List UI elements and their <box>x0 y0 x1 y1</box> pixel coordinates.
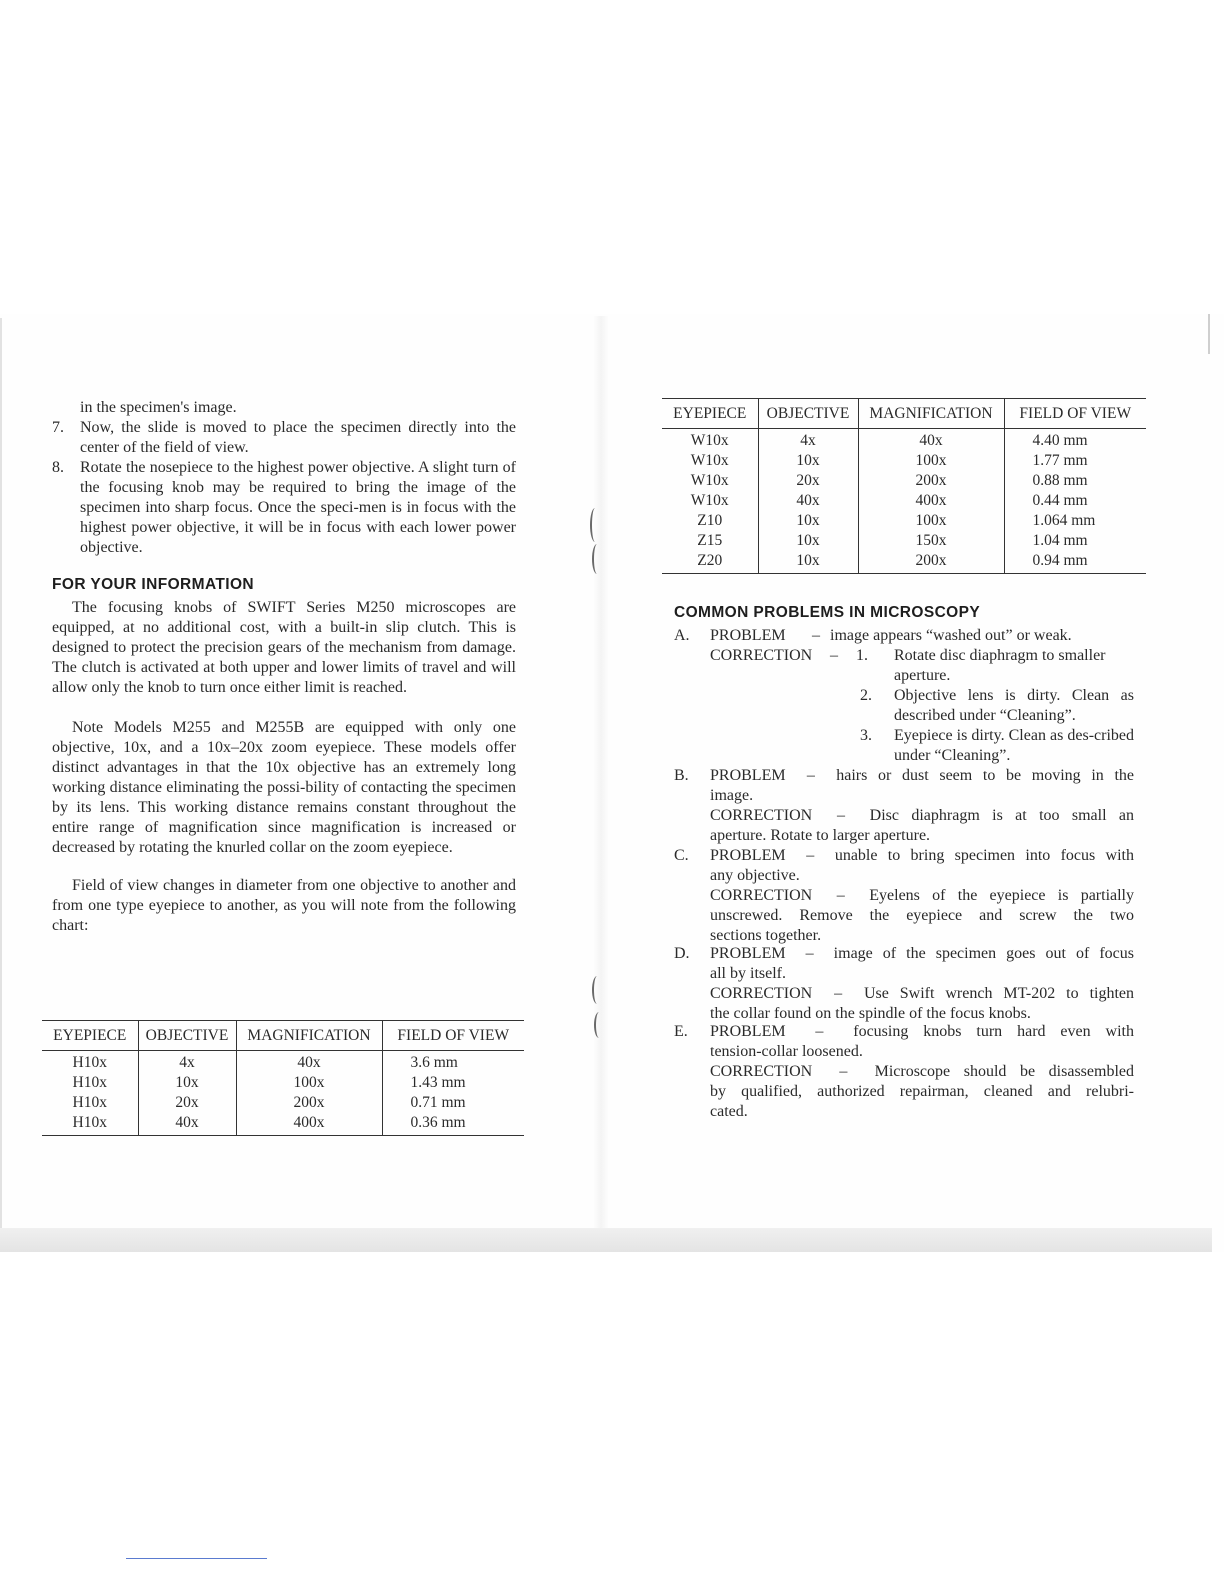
field-of-view-table-w <box>662 398 1146 574</box>
correction-number: 2. <box>860 687 872 704</box>
step-number: 7. <box>52 419 64 436</box>
fyi-paragraph: The focusing knobs of SWIFT Series M250 microscopes are equipped, at no additional cost, with a built-in slip clutch. This is designed to protect the precision gears of the mechanism from damage. The clutch is activated at both upper and lower limits of travel and will allow only the knob to turn once either limit is reached. <box>52 599 516 696</box>
cell-magnification: 200x <box>858 471 1004 491</box>
cell-eyepiece: H10x <box>72 1054 107 1071</box>
table-header-row <box>662 399 1146 429</box>
cell-field-of-view: 4.40 mm <box>1004 429 1146 452</box>
col-objective: OBJECTIVE <box>758 399 858 429</box>
problems-heading: COMMON PROBLEMS IN MICROSCOPY <box>674 604 981 621</box>
cell-objective: 10x <box>138 1073 236 1093</box>
binding-mark <box>592 544 602 574</box>
table-row <box>662 429 1146 452</box>
step-7 <box>52 418 516 458</box>
correction-line: CORRECTION – Use Swift wrench MT-202 to tighten <box>710 985 1134 1002</box>
cell-objective: 10x <box>758 451 858 471</box>
binding-mark <box>592 976 602 1004</box>
table-row <box>42 1113 524 1136</box>
scan-artifact-line <box>126 1558 267 1559</box>
col-field-of-view: FIELD OF VIEW <box>1004 399 1146 429</box>
correction-text: cated. <box>710 1103 748 1120</box>
cell-eyepiece: Z15 <box>697 532 723 549</box>
fyi-paragraph: Note Models M255 and M255B are equipped with only one objective, 10x, and a 10x–20x zoom eyepiece. These models offer distinct advantages in that the 10x objective has an extremely long working distance eliminating the possi-bility of contacting the specimen by its lens. This working distance remains constant throughout the entire range of magnification since magnification is increased or decreased by rotating the knurled collar on the zoom eyepiece. <box>52 719 516 856</box>
cell-magnification: 200x <box>858 551 1004 574</box>
problem-letter: E. <box>674 1023 688 1040</box>
cell-eyepiece: Z10 <box>697 512 723 529</box>
table-row <box>662 491 1146 511</box>
problem-text: tension-collar loosened. <box>710 1043 863 1060</box>
step-8 <box>52 458 516 558</box>
cell-field-of-view: 0.71 mm <box>382 1093 524 1113</box>
cell-objective: 10x <box>758 511 858 531</box>
problem-line: PROBLEM – image of the specimen goes out of focus <box>710 945 1134 962</box>
col-eyepiece: EYEPIECE <box>42 1021 138 1051</box>
col-objective: OBJECTIVE <box>138 1021 236 1051</box>
problem-text: image appears “washed out” or weak. <box>830 627 1072 644</box>
correction-text: Objective lens is dirty. Clean as described under “Cleaning”. <box>894 687 1134 724</box>
dash: – <box>812 627 820 644</box>
cell-field-of-view: 3.6 mm <box>382 1051 524 1074</box>
table-row <box>42 1073 524 1093</box>
gutter <box>594 316 608 1228</box>
cell-objective: 10x <box>758 531 858 551</box>
correction-line: CORRECTION – Eyelens of the eyepiece is partially <box>710 887 1134 904</box>
correction-text: by qualified, authorized repairman, cleaned and relubri- <box>710 1083 1134 1100</box>
correction-line: CORRECTION – Microscope should be disassembled <box>710 1063 1134 1080</box>
correction-text: aperture. Rotate to larger aperture. <box>710 827 931 844</box>
table-row <box>662 531 1146 551</box>
problem-letter: D. <box>674 945 690 962</box>
problem-letter: B. <box>674 767 689 784</box>
cell-field-of-view: 1.77 mm <box>1004 451 1146 471</box>
problem-line: PROBLEM – unable to bring specimen into focus with <box>710 847 1134 864</box>
step-number: 8. <box>52 459 64 476</box>
cell-objective: 40x <box>758 491 858 511</box>
table-row <box>42 1051 524 1074</box>
cell-eyepiece: H10x <box>72 1094 107 1111</box>
problem-line: PROBLEM – hairs or dust seem to be moving in the <box>710 767 1134 784</box>
cell-magnification: 400x <box>236 1113 382 1136</box>
cell-field-of-view: 0.94 mm <box>1004 551 1146 574</box>
fyi-heading: FOR YOUR INFORMATION <box>52 576 255 593</box>
dash: – <box>830 647 838 664</box>
cell-magnification: 100x <box>858 451 1004 471</box>
correction-text: Eyepiece is dirty. Clean as des-cribed under “Cleaning”. <box>894 727 1134 764</box>
correction-label: CORRECTION <box>710 647 813 664</box>
cell-objective: 10x <box>758 551 858 574</box>
problem-text: any objective. <box>710 867 800 884</box>
binding-mark <box>590 508 600 542</box>
cell-field-of-view: 1.43 mm <box>382 1073 524 1093</box>
binding-mark <box>594 1012 604 1038</box>
correction-number: 1. <box>856 647 868 664</box>
cell-magnification: 40x <box>858 429 1004 452</box>
col-magnification: MAGNIFICATION <box>236 1021 382 1051</box>
cell-objective: 20x <box>138 1093 236 1113</box>
cell-magnification: 40x <box>236 1051 382 1074</box>
correction-text: Rotate disc diaphragm to smaller aperture. <box>894 647 1106 684</box>
table-row <box>662 511 1146 531</box>
problem-line: PROBLEM – focusing knobs turn hard even with <box>710 1023 1134 1040</box>
correction-number: 3. <box>860 727 872 744</box>
cell-eyepiece: W10x <box>690 492 729 509</box>
problem-text: all by itself. <box>710 965 786 982</box>
cell-objective: 4x <box>758 429 858 452</box>
correction-line: CORRECTION – Disc diaphragm is at too small an <box>710 807 1134 824</box>
cell-eyepiece: Z20 <box>662 551 758 574</box>
correction-text: the collar found on the spindle of the focus knobs. <box>710 1005 1031 1022</box>
col-field-of-view: FIELD OF VIEW <box>382 1021 524 1051</box>
problem-label: PROBLEM <box>710 627 786 644</box>
cell-magnification: 150x <box>858 531 1004 551</box>
intro-tail: in the specimen's image. <box>80 399 237 416</box>
step-text: Rotate the nosepiece to the highest power objective. A slight turn of the focusing knob may be required to bring the image of the specimen into sharp focus. Once the speci-men is in focus with the highest power objective, it will be in focus with each lower power objective. <box>80 459 516 556</box>
cell-field-of-view: 1.04 mm <box>1004 531 1146 551</box>
cell-magnification: 200x <box>236 1093 382 1113</box>
cell-field-of-view: 0.44 mm <box>1004 491 1146 511</box>
problem-letter: A. <box>674 627 690 644</box>
page-edge <box>0 318 2 1228</box>
field-of-view-table-h <box>42 1020 524 1136</box>
cell-eyepiece: H10x <box>42 1113 138 1136</box>
table-row <box>42 1093 524 1113</box>
cell-field-of-view: 0.36 mm <box>382 1113 524 1136</box>
correction-text: sections together. <box>710 927 822 944</box>
col-eyepiece: EYEPIECE <box>662 399 758 429</box>
table-row <box>662 471 1146 491</box>
scan-bottom-band <box>0 1228 1212 1252</box>
page-edge <box>1208 314 1210 354</box>
cell-eyepiece: W10x <box>690 432 729 449</box>
cell-field-of-view: 1.064 mm <box>1004 511 1146 531</box>
cell-objective: 20x <box>758 471 858 491</box>
cell-magnification: 100x <box>858 511 1004 531</box>
correction-text: unscrewed. Remove the eyepiece and screw the two <box>710 907 1134 924</box>
cell-field-of-view: 0.88 mm <box>1004 471 1146 491</box>
cell-magnification: 400x <box>858 491 1004 511</box>
table-header-row <box>42 1021 524 1051</box>
cell-objective: 4x <box>138 1051 236 1074</box>
problem-letter: C. <box>674 847 689 864</box>
table-row <box>662 451 1146 471</box>
problem-text: image. <box>710 787 754 804</box>
cell-eyepiece: W10x <box>690 452 729 469</box>
step-text: Now, the slide is moved to place the specimen directly into the center of the field of view. <box>80 419 516 456</box>
cell-objective: 40x <box>138 1113 236 1136</box>
cell-magnification: 100x <box>236 1073 382 1093</box>
table-row <box>662 551 1146 574</box>
fyi-paragraph: Field of view changes in diameter from one objective to another and from one type eyepiece to another, as you will note from the following chart: <box>52 877 516 934</box>
cell-eyepiece: H10x <box>72 1074 107 1091</box>
cell-eyepiece: W10x <box>690 472 729 489</box>
col-magnification: MAGNIFICATION <box>858 399 1004 429</box>
